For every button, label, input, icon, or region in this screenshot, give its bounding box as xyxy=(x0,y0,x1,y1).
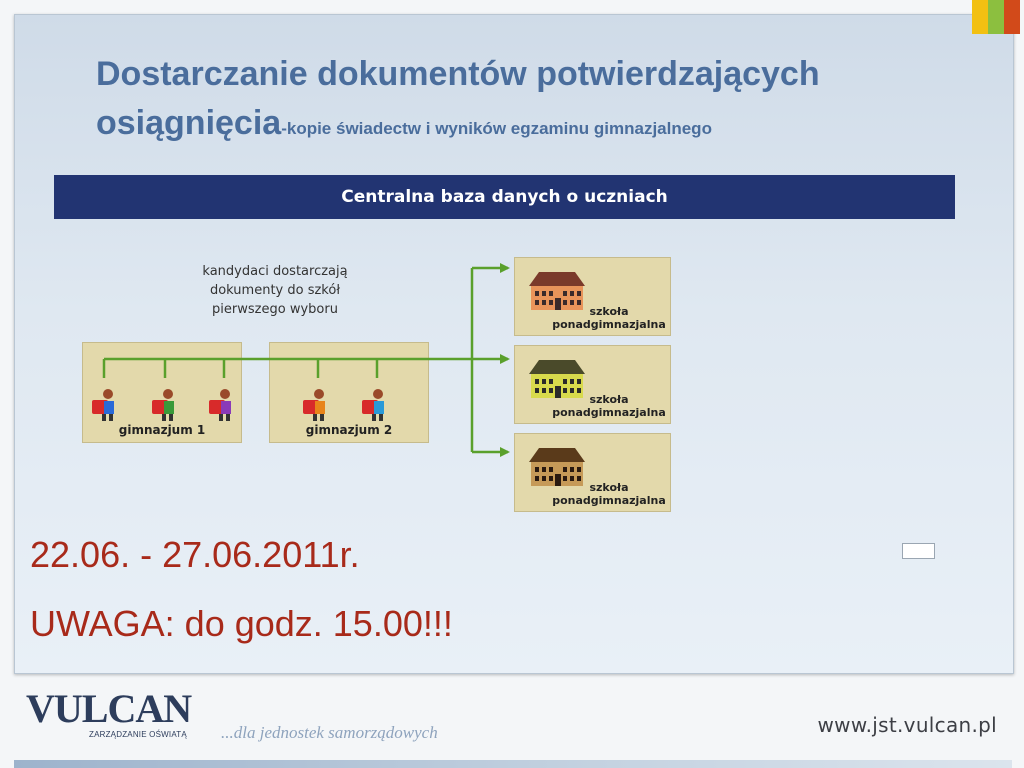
school-label-line2: ponadgimnazjalna xyxy=(552,318,666,331)
school-1-box xyxy=(514,257,671,336)
school-label-line2: ponadgimnazjalna xyxy=(552,494,666,507)
empty-text-box xyxy=(902,543,935,559)
school-label-line1: szkoła xyxy=(589,305,629,318)
subtitle-detail: -kopie świadectw i wyników egzaminu gimnazjalnego xyxy=(281,119,712,138)
slide-title: Dostarczanie dokumentów potwierdzających xyxy=(96,55,820,93)
banner-label: Centralna baza danych o uczniach xyxy=(341,187,668,207)
slide-subtitle xyxy=(96,104,712,143)
website-link[interactable]: www.jst.vulcan.pl xyxy=(817,713,997,737)
school-label-line1: szkoła xyxy=(589,481,629,494)
diagram-caption xyxy=(170,262,380,319)
corner-stripe-yellow xyxy=(972,0,988,34)
subtitle-main: osiągnięcia xyxy=(96,104,282,142)
deadline-warning: UWAGA: do godz. 15.00!!! xyxy=(30,603,453,644)
logo-subtitle: ZARZĄDZANIE OŚWIATĄ xyxy=(89,730,187,739)
school-label xyxy=(549,481,669,507)
school-label-line1: szkoła xyxy=(589,393,629,406)
vulcan-logo xyxy=(26,688,196,730)
student-icon xyxy=(207,388,239,422)
gymnasium-label: gimnazjum 2 xyxy=(305,423,393,437)
student-icon xyxy=(360,388,392,422)
corner-stripe-green xyxy=(988,0,1004,34)
student-icon xyxy=(301,388,333,422)
caption-line: pierwszego wyboru xyxy=(212,302,338,317)
submission-dates: 22.06. - 27.06.2011r. xyxy=(30,534,360,575)
school-label xyxy=(549,305,669,331)
corner-stripe-red xyxy=(1004,0,1020,34)
student-icon xyxy=(150,388,182,422)
database-banner xyxy=(54,175,955,219)
corner-decoration xyxy=(972,0,1020,34)
gymnasium-2-box xyxy=(269,342,429,443)
school-3-box xyxy=(514,433,671,512)
gymnasium-label: gimnazjum 1 xyxy=(118,423,206,437)
caption-line: kandydaci dostarczają xyxy=(202,264,348,279)
footer-bar xyxy=(14,760,1012,768)
footer-tagline: ...dla jednostek samorządowych xyxy=(221,723,438,742)
logo-text: VULCAN xyxy=(26,688,192,730)
school-label xyxy=(549,393,669,419)
caption-line: dokumenty do szkół xyxy=(209,283,341,298)
student-icon xyxy=(90,388,122,422)
school-label-line2: ponadgimnazjalna xyxy=(552,406,666,419)
school-2-box xyxy=(514,345,671,424)
